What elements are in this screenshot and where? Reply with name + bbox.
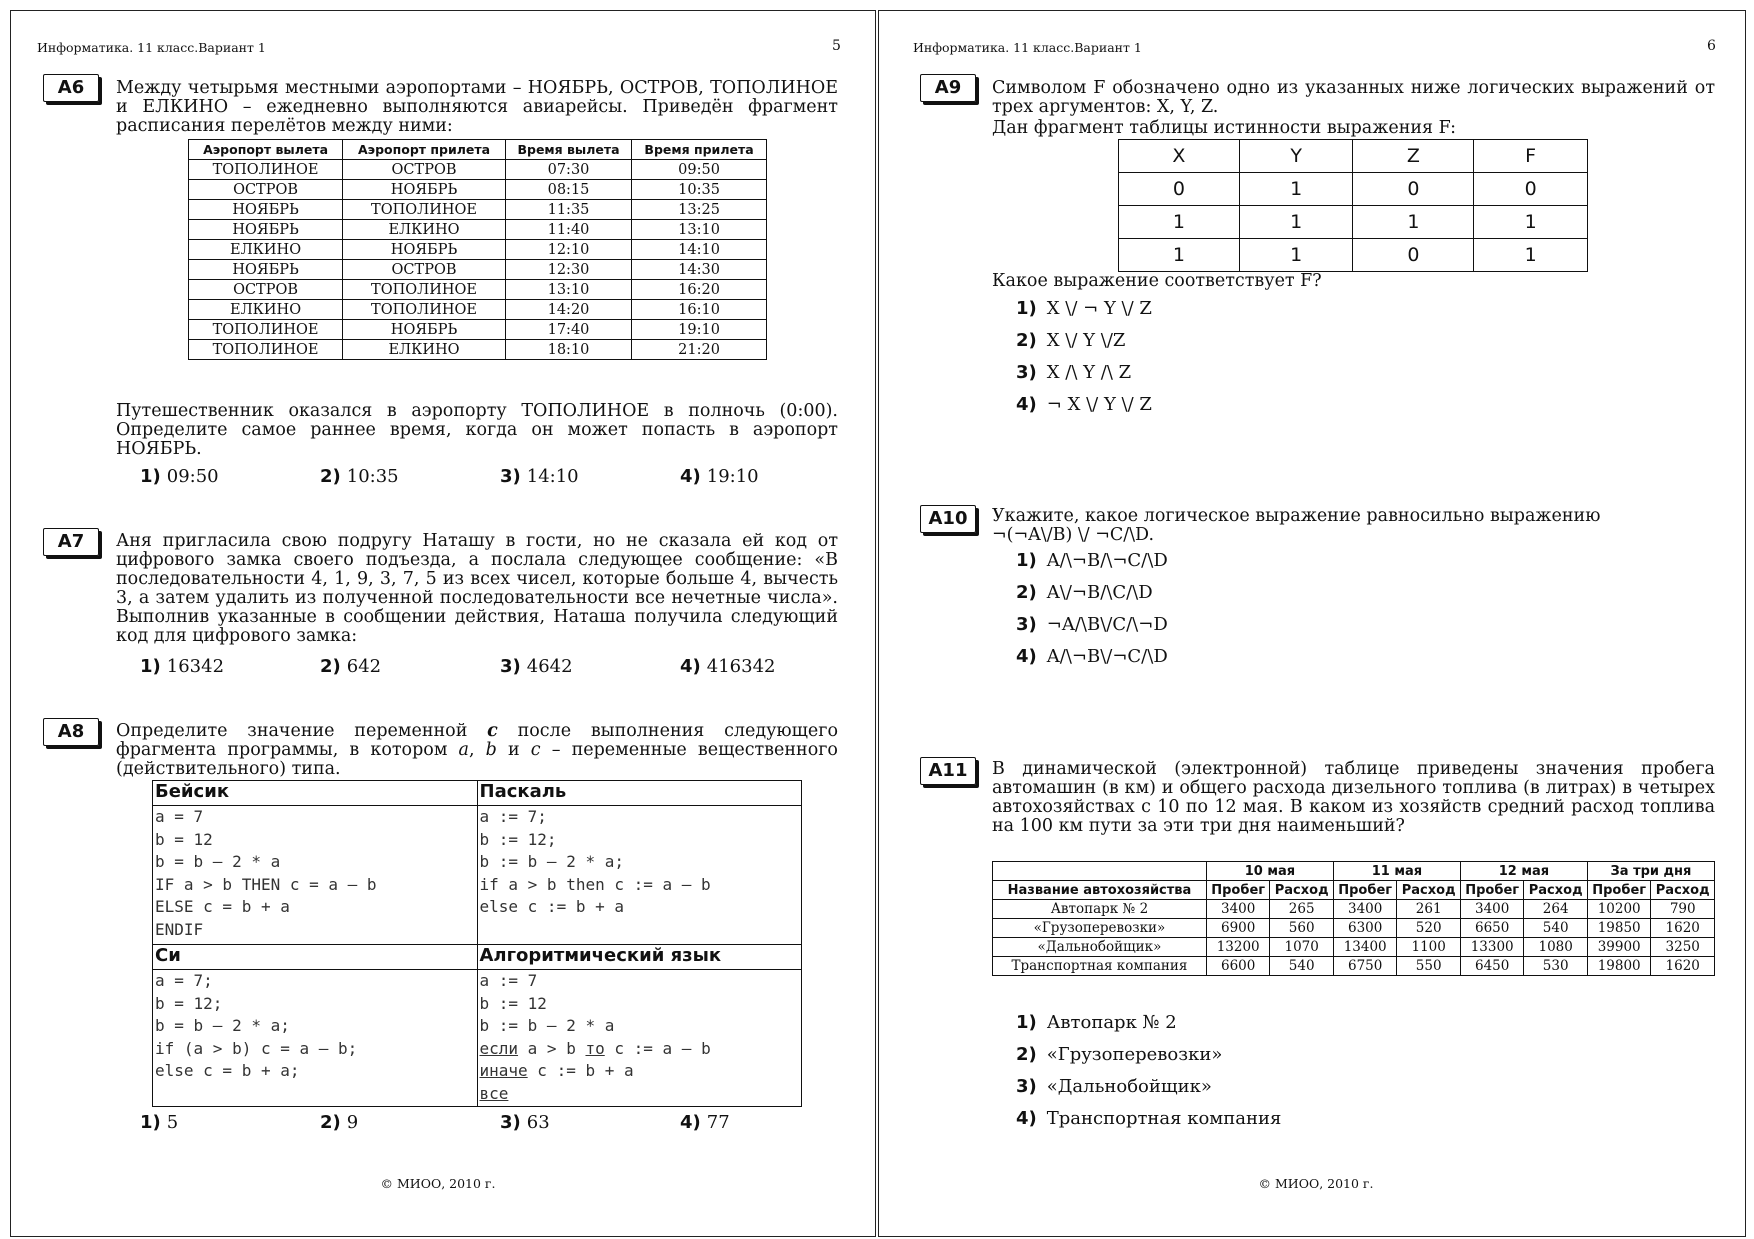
- code-line: ELSE c = b + a: [155, 897, 290, 916]
- schedule-cell: ЕЛКИНО: [343, 220, 506, 240]
- fuel-cell: 540: [1524, 919, 1588, 938]
- fuel-period-header: За три дня: [1587, 862, 1714, 881]
- answer-option: [680, 1112, 730, 1133]
- answer-option: [1016, 1108, 1281, 1129]
- fuel-cell: 1100: [1397, 938, 1461, 957]
- answer-text: X /\ Y /\ Z: [1046, 362, 1132, 383]
- fuel-period-header: 10 мая: [1206, 862, 1333, 881]
- answer-option: [1016, 298, 1152, 319]
- schedule-cell: ТОПОЛИНОЕ: [343, 300, 506, 320]
- answer-number: 1): [1016, 298, 1037, 319]
- schedule-row: [189, 240, 767, 260]
- answer-option: [1016, 614, 1168, 635]
- answer-option: [320, 656, 381, 677]
- fuel-cell: 264: [1524, 900, 1588, 919]
- pascal-title: Паскаль: [477, 781, 802, 806]
- answer-option: [1016, 550, 1168, 571]
- answer-number: 2): [1016, 330, 1037, 351]
- truth-cell: 1: [1474, 239, 1588, 272]
- fuel-cell: 560: [1270, 919, 1334, 938]
- schedule-cell: ЕЛКИНО: [343, 340, 506, 360]
- answer-text: X \/ Y \/Z: [1046, 330, 1126, 351]
- task-badge-a9: А9: [920, 74, 976, 102]
- answer-number: 4): [680, 1112, 701, 1133]
- schedule-cell: 17:40: [505, 320, 631, 340]
- answer-text: 63: [526, 1112, 550, 1133]
- page-number: 5: [832, 38, 841, 54]
- answer-text: 14:10: [526, 466, 579, 487]
- fuel-sub-header: Расход: [1397, 881, 1461, 900]
- schedule-row: [189, 180, 767, 200]
- schedule-row: [189, 260, 767, 280]
- fuel-row: [993, 957, 1715, 976]
- answer-number: 4): [1016, 646, 1037, 667]
- schedule-cell: 12:30: [505, 260, 631, 280]
- answer-number: 2): [320, 1112, 341, 1133]
- schedule-row: [189, 300, 767, 320]
- code-line: IF a > b THEN c = a – b: [155, 874, 377, 894]
- fuel-cell: 1070: [1270, 938, 1334, 957]
- schedule-cell: НОЯБРЬ: [343, 320, 506, 340]
- fuel-period-header: 12 мая: [1460, 862, 1587, 881]
- fuel-period-header: 11 мая: [1333, 862, 1460, 881]
- a6-intro: Между четырьмя местными аэропортами – НОЯБРЬ, ОСТРОВ, ТОПОЛИНОЕ и ЕЛКИНО – ежедневно выполняются авиарейсы. Приведён фрагмент расписания перелётов между ними:: [116, 78, 838, 136]
- fuel-cell: «Дальнобойщик»: [993, 938, 1207, 957]
- answer-option: [140, 656, 224, 677]
- fuel-cell: 790: [1651, 900, 1715, 919]
- code-line: b = b – 2 * a: [155, 852, 281, 871]
- fuel-cell: 1080: [1524, 938, 1588, 957]
- code-line: b = b – 2 * a;: [155, 1016, 290, 1035]
- fuel-cell: 13300: [1460, 938, 1523, 957]
- fuel-cell: 6450: [1460, 957, 1523, 976]
- answer-text: ¬ X \/ Y \/ Z: [1046, 394, 1152, 415]
- truth-cell: 1: [1239, 206, 1353, 239]
- code-line: a := 7;: [479, 807, 547, 826]
- schedule-row: [189, 320, 767, 340]
- answer-text: 77: [706, 1112, 730, 1133]
- schedule-cell: 12:10: [505, 240, 631, 260]
- truth-table: [1118, 139, 1588, 272]
- truth-cell: 1: [1239, 239, 1353, 272]
- truth-row: [1119, 239, 1588, 272]
- fuel-corner-cell: [993, 862, 1207, 881]
- truth-cell: 0: [1474, 173, 1588, 206]
- fuel-cell: 530: [1524, 957, 1588, 976]
- schedule-cell: 16:20: [632, 280, 767, 300]
- schedule-cell: 07:30: [505, 160, 631, 180]
- fuel-cell: 10200: [1587, 900, 1650, 919]
- schedule-cell: ТОПОЛИНОЕ: [189, 340, 343, 360]
- answer-number: 4): [680, 656, 701, 677]
- answer-text: 16342: [166, 656, 225, 677]
- code-line: b = 12;: [155, 993, 223, 1013]
- answer-option: [1016, 1076, 1212, 1097]
- answer-option: [1016, 1012, 1177, 1033]
- answer-option: [500, 466, 579, 487]
- truth-header-cell: F: [1474, 140, 1588, 173]
- answer-number: 2): [1016, 582, 1037, 603]
- code-table: [152, 780, 802, 1107]
- schedule-cell: НОЯБРЬ: [189, 220, 343, 240]
- schedule-cell: 09:50: [632, 160, 767, 180]
- truth-cell: 0: [1119, 173, 1240, 206]
- code-line: if a > b then c := a – b: [479, 874, 711, 894]
- schedule-cell: ТОПОЛИНОЕ: [189, 160, 343, 180]
- fuel-cell: Транспортная компания: [993, 957, 1207, 976]
- answer-text: «Дальнобойщик»: [1046, 1076, 1212, 1097]
- answer-option: [680, 656, 775, 677]
- fuel-cell: 3250: [1651, 938, 1715, 957]
- truth-cell: 1: [1239, 173, 1353, 206]
- answer-number: 2): [320, 466, 341, 487]
- a7-text: Аня пригласила свою подругу Наташу в гости, но не сказала ей код от цифрового замка своего подъезда, а послала следующее сообщение: «В последовательности 4, 1, 9, 3, 7, 5 из всех чисел, которые больше 4, вычесть 3, а затем удалить из полученной последовательности все нечетные числа». Выполнив указанные в сообщении действия, Наташа получила следующий код для цифрового замка:: [116, 531, 838, 646]
- fuel-sub-header: Расход: [1651, 881, 1715, 900]
- schedule-cell: ТОПОЛИНОЕ: [343, 200, 506, 220]
- schedule-cell: ЕЛКИНО: [189, 300, 343, 320]
- schedule-cell: 18:10: [505, 340, 631, 360]
- schedule-cell: 10:35: [632, 180, 767, 200]
- schedule-cell: 16:10: [632, 300, 767, 320]
- page-header: Информатика. 11 класс.Вариант 1: [37, 40, 266, 55]
- fuel-cell: 1620: [1651, 957, 1715, 976]
- answer-number: 3): [1016, 362, 1037, 383]
- fuel-cell: 520: [1397, 919, 1461, 938]
- fuel-cell: 13400: [1333, 938, 1396, 957]
- code-line: a = 7: [155, 807, 204, 826]
- code-line: if (a > b) c = a – b;: [155, 1038, 358, 1058]
- answer-option: [500, 656, 573, 677]
- page-header: Информатика. 11 класс.Вариант 1: [913, 40, 1142, 55]
- fuel-cell: 6600: [1206, 957, 1269, 976]
- answer-number: 3): [1016, 1076, 1037, 1097]
- schedule-cell: НОЯБРЬ: [189, 260, 343, 280]
- page-footer: © МИОО, 2010 г.: [1258, 1176, 1374, 1191]
- a9-question: Какое выражение соответствует F?: [992, 271, 1322, 291]
- schedule-header-cell: Время прилета: [632, 140, 767, 160]
- schedule-row: [189, 340, 767, 360]
- answer-number: 1): [1016, 550, 1037, 571]
- answer-option: [1016, 394, 1152, 415]
- answer-option: [680, 466, 759, 487]
- answer-number: 3): [500, 466, 521, 487]
- fuel-cell: 3400: [1206, 900, 1269, 919]
- fuel-cell: «Грузоперевозки»: [993, 919, 1207, 938]
- task-badge-a11: А11: [920, 757, 976, 785]
- a10-text: Укажите, какое логическое выражение равносильно выражению ¬(¬A\/B) \/ ¬C/\D.: [992, 506, 1601, 545]
- answer-number: 1): [140, 466, 161, 487]
- algo-code: a := 7 b := 12 b := b – 2 * a если a > b то c := a – b иначе c := b + a все: [477, 970, 802, 1107]
- schedule-cell: 21:20: [632, 340, 767, 360]
- fuel-cell: 6900: [1206, 919, 1269, 938]
- answer-text: Автопарк № 2: [1046, 1012, 1177, 1033]
- c-code: [153, 970, 478, 1107]
- truth-cell: 0: [1353, 239, 1474, 272]
- answer-number: 1): [140, 1112, 161, 1133]
- schedule-row: [189, 280, 767, 300]
- answer-number: 1): [140, 656, 161, 677]
- code-line: else c := b + a: [479, 897, 624, 916]
- code-line: b := b – 2 * a;: [479, 852, 624, 871]
- answer-number: 3): [500, 656, 521, 677]
- a9-line1: Символом F обозначено одно из указанных ниже логических выражений от трех аргументов: X, Y, Z.: [992, 78, 1715, 117]
- schedule-cell: 19:10: [632, 320, 767, 340]
- task-badge-a6: А6: [43, 74, 99, 102]
- code-line: else c = b + a;: [155, 1061, 300, 1080]
- answer-text: A/\¬B/\¬C/\D: [1046, 550, 1168, 571]
- a8-text: Определите значение переменной c после выполнения следующего фрагмента программы, в котором a, b и c – переменные вещественного (действительного) типа.: [116, 721, 838, 779]
- answer-text: 5: [166, 1112, 179, 1133]
- schedule-cell: ОСТРОВ: [343, 160, 506, 180]
- schedule-cell: 14:30: [632, 260, 767, 280]
- schedule-row: [189, 200, 767, 220]
- fuel-row: [993, 919, 1715, 938]
- answer-text: 9: [346, 1112, 359, 1133]
- truth-cell: 1: [1119, 239, 1240, 272]
- schedule-cell: НОЯБРЬ: [343, 180, 506, 200]
- answer-number: 1): [1016, 1012, 1037, 1033]
- answer-number: 2): [320, 656, 341, 677]
- fuel-sub-header: Расход: [1270, 881, 1334, 900]
- schedule-cell: 13:10: [505, 280, 631, 300]
- answer-text: Транспортная компания: [1046, 1108, 1282, 1129]
- a11-text: В динамической (электронной) таблице приведены значения пробега автомашин (в км) и общего расхода дизельного топлива (в литрах) в четырех автохозяйствах с 10 по 12 мая. В каком из хозяйств средний расход топлива на 100 км пути за эти три дня наименьший?: [992, 759, 1715, 836]
- schedule-cell: 14:10: [632, 240, 767, 260]
- truth-cell: 1: [1119, 206, 1240, 239]
- page-number: 6: [1707, 38, 1716, 54]
- schedule-cell: 08:15: [505, 180, 631, 200]
- fuel-cell: 261: [1397, 900, 1461, 919]
- fuel-row: [993, 900, 1715, 919]
- schedule-cell: 13:25: [632, 200, 767, 220]
- answer-option: [140, 1112, 178, 1133]
- schedule-header-cell: Аэропорт вылета: [189, 140, 343, 160]
- truth-cell: 0: [1353, 173, 1474, 206]
- fuel-cell: 550: [1397, 957, 1461, 976]
- schedule-cell: ОСТРОВ: [189, 180, 343, 200]
- truth-header-cell: Y: [1239, 140, 1353, 173]
- fuel-cell: 6750: [1333, 957, 1396, 976]
- page-footer: © МИОО, 2010 г.: [380, 1176, 496, 1191]
- schedule-cell: 14:20: [505, 300, 631, 320]
- answer-text: X \/ ¬ Y \/ Z: [1046, 298, 1152, 319]
- schedule-header-cell: Аэропорт прилета: [343, 140, 506, 160]
- answer-option: [1016, 1044, 1222, 1065]
- answer-option: [1016, 646, 1168, 667]
- fuel-sub-header: Пробег: [1333, 881, 1396, 900]
- answer-text: 416342: [706, 656, 776, 677]
- answer-text: 642: [346, 656, 382, 677]
- fuel-cell: 3400: [1333, 900, 1396, 919]
- schedule-row: [189, 160, 767, 180]
- fuel-sub-header: Пробег: [1206, 881, 1269, 900]
- schedule-cell: НОЯБРЬ: [189, 200, 343, 220]
- code-line: ENDIF: [155, 919, 204, 939]
- answer-text: ¬A/\B\/C/\¬D: [1046, 614, 1168, 635]
- answer-number: 4): [1016, 394, 1037, 415]
- fuel-cell: 6650: [1460, 919, 1523, 938]
- pascal-code: [477, 806, 802, 945]
- answer-text: 19:10: [706, 466, 759, 487]
- task-badge-a7: А7: [43, 528, 99, 556]
- schedule-cell: НОЯБРЬ: [343, 240, 506, 260]
- answer-text: 4642: [526, 656, 573, 677]
- answer-text: 09:50: [166, 466, 219, 487]
- schedule-cell: ТОПОЛИНОЕ: [189, 320, 343, 340]
- fuel-sub-header: Пробег: [1460, 881, 1523, 900]
- fuel-sub-header: Пробег: [1587, 881, 1650, 900]
- answer-text: 10:35: [346, 466, 399, 487]
- truth-cell: 1: [1353, 206, 1474, 239]
- schedule-cell: 11:40: [505, 220, 631, 240]
- code-line: a = 7;: [155, 971, 213, 990]
- truth-header-cell: Z: [1353, 140, 1474, 173]
- truth-row: [1119, 206, 1588, 239]
- answer-option: [1016, 362, 1131, 383]
- basic-code: [153, 806, 478, 945]
- flight-schedule-table: [188, 139, 767, 360]
- answer-option: [1016, 330, 1125, 351]
- fuel-cell: 1620: [1651, 919, 1715, 938]
- fuel-cell: 39900: [1587, 938, 1650, 957]
- schedule-header-cell: Время вылета: [505, 140, 631, 160]
- c-title: Си: [153, 945, 478, 970]
- answer-number: 3): [1016, 614, 1037, 635]
- answer-option: [320, 466, 399, 487]
- algo-title: Алгоритмический язык: [477, 945, 802, 970]
- schedule-cell: 11:35: [505, 200, 631, 220]
- answer-number: 4): [1016, 1108, 1037, 1129]
- fuel-row: [993, 938, 1715, 957]
- left-page: [0, 0, 876, 1239]
- code-line: b = 12: [155, 829, 213, 849]
- fuel-cell: 19850: [1587, 919, 1650, 938]
- fuel-cell: 265: [1270, 900, 1334, 919]
- truth-header-cell: X: [1119, 140, 1240, 173]
- truth-row: [1119, 173, 1588, 206]
- fuel-cell: 540: [1270, 957, 1334, 976]
- answer-option: [140, 466, 219, 487]
- fuel-name-header: Название автохозяйства: [993, 881, 1207, 900]
- fuel-cell: 13200: [1206, 938, 1269, 957]
- a9-line2: Дан фрагмент таблицы истинности выражения F:: [992, 118, 1457, 138]
- answer-number: 4): [680, 466, 701, 487]
- answer-number: 3): [500, 1112, 521, 1133]
- task-badge-a8: А8: [43, 718, 99, 746]
- schedule-cell: ТОПОЛИНОЕ: [343, 280, 506, 300]
- fuel-cell: Автопарк № 2: [993, 900, 1207, 919]
- a6-question: Путешественник оказался в аэропорту ТОПОЛИНОЕ в полночь (0:00). Определите самое раннее время, когда он может попасть в аэропорт НОЯБРЬ.: [116, 401, 838, 459]
- answer-option: [1016, 582, 1153, 603]
- truth-cell: 1: [1474, 206, 1588, 239]
- fuel-cell: 3400: [1460, 900, 1523, 919]
- basic-title: Бейсик: [153, 781, 478, 806]
- fuel-cell: 19800: [1587, 957, 1650, 976]
- schedule-row: [189, 220, 767, 240]
- answer-text: A/\¬B\/¬C/\D: [1046, 646, 1168, 667]
- answer-text: «Грузоперевозки»: [1046, 1044, 1223, 1065]
- answer-text: A\/¬B/\C/\D: [1046, 582, 1153, 603]
- schedule-cell: ОСТРОВ: [343, 260, 506, 280]
- answer-option: [320, 1112, 358, 1133]
- schedule-cell: ОСТРОВ: [189, 280, 343, 300]
- fuel-sub-header: Расход: [1524, 881, 1588, 900]
- task-badge-a10: А10: [920, 505, 976, 533]
- code-line: b := 12;: [479, 829, 557, 849]
- schedule-cell: 13:10: [632, 220, 767, 240]
- schedule-cell: ЕЛКИНО: [189, 240, 343, 260]
- fuel-cell: 6300: [1333, 919, 1396, 938]
- fuel-table: [992, 861, 1715, 976]
- answer-number: 2): [1016, 1044, 1037, 1065]
- answer-option: [500, 1112, 550, 1133]
